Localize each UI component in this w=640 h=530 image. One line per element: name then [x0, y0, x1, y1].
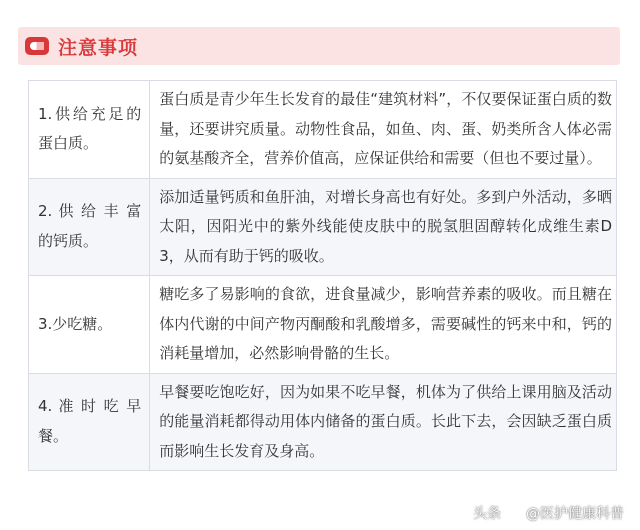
table-row [29, 81, 617, 179]
pill-icon [22, 32, 52, 60]
table-row [29, 276, 617, 374]
table-row [29, 178, 617, 276]
watermark [473, 503, 624, 523]
row-label: 1.供给充足的蛋白质。 [29, 81, 150, 179]
section-header [18, 27, 620, 65]
avatar-icon [507, 505, 523, 521]
watermark-handle: @医护健康科普 [526, 506, 624, 522]
row-content: 添加适量钙质和鱼肝油，对增长身高也有好处。多到户外活动，多晒太阳，因阳光中的紫外线能使皮肤中的脱氢胆固醇转化成维生素D3，从而有助于钙的吸收。 [150, 178, 617, 276]
notes-table [28, 80, 617, 471]
row-label: 4. 准 时 吃 早餐。 [29, 373, 150, 471]
row-content: 糖吃多了易影响的食欲，进食量减少，影响营养素的吸收。而且糖在体内代谢的中间产物丙酮酸和乳酸增多，需要碱性的钙来中和，钙的消耗量增加，必然影响骨骼的生长。 [150, 276, 617, 374]
watermark-prefix: 头条 [473, 506, 501, 522]
row-label: 2. 供 给 丰 富的钙质。 [29, 178, 150, 276]
row-content: 蛋白质是青少年生长发育的最佳“建筑材料”，不仅要保证蛋白质的数量，还要讲究质量。动物性食品，如鱼、肉、蛋、奶类所含人体必需的氨基酸齐全，营养价值高，应保证供给和需要（但也不要过量）。 [150, 81, 617, 179]
section-title: 注意事项 [58, 36, 139, 59]
table-row [29, 373, 617, 471]
row-label: 3.少吃糖。 [29, 276, 150, 374]
row-content: 早餐要吃饱吃好，因为如果不吃早餐，机体为了供给上课用脑及活动的能量消耗都得动用体内储备的蛋白质。长此下去，会因缺乏蛋白质而影响生长发育及身高。 [150, 373, 617, 471]
